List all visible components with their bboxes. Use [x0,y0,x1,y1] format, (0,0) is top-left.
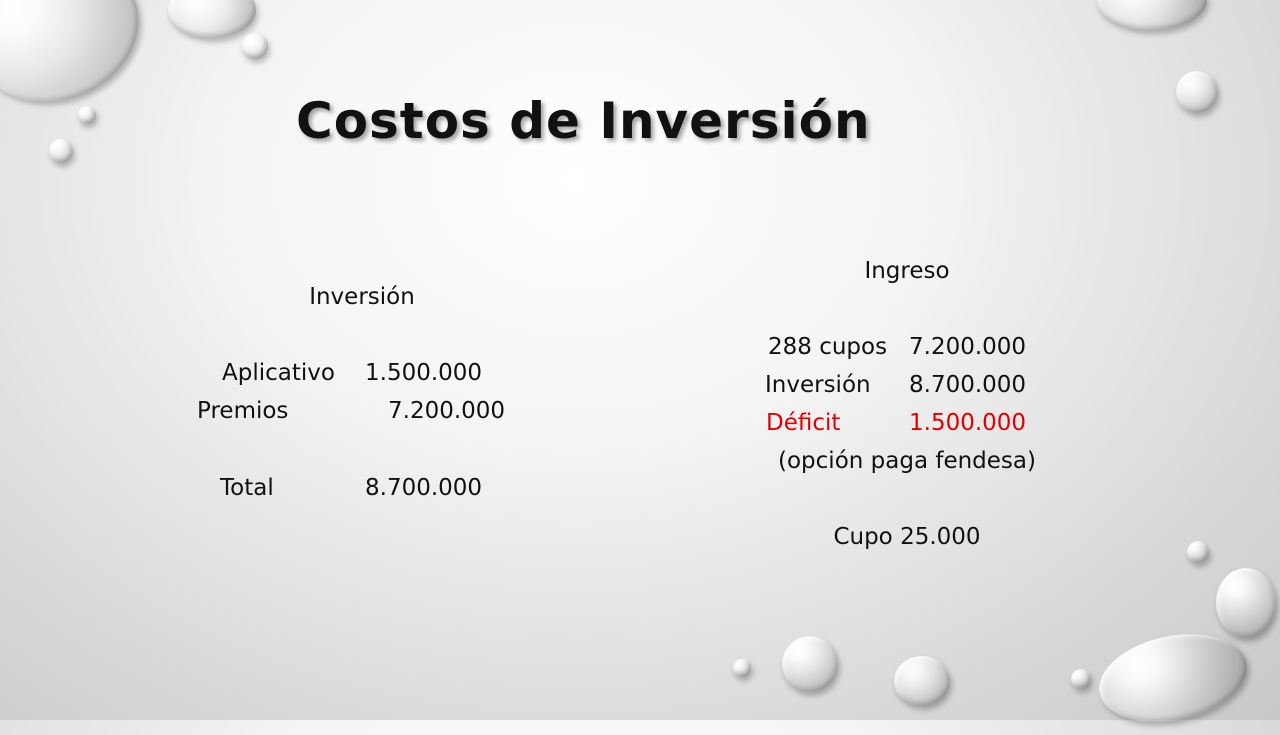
droplet-decoration [0,0,159,125]
droplet-decoration [1187,541,1209,563]
left-row-value: 1.500.000 [365,360,483,386]
left-row-value: 7.200.000 [388,398,506,424]
left-row-label: Aplicativo [222,360,335,386]
droplet-decoration [1216,568,1276,638]
droplet-decoration [168,0,256,38]
right-row-label: 288 cupos [768,334,888,360]
deficit-label: Déficit [766,410,841,436]
deficit-value: 1.500.000 [909,410,1027,436]
right-row-label: Inversión [765,372,871,398]
droplet-decoration [1071,669,1091,689]
droplet-decoration [78,106,96,124]
left-row-label: Premios [197,398,289,424]
left-heading: Inversión [309,284,415,310]
right-row-value: 7.200.000 [909,334,1027,360]
droplet-decoration [782,636,838,692]
right-row-value: 8.700.000 [909,372,1027,398]
total-value: 8.700.000 [365,475,483,501]
total-label: Total [220,475,274,501]
right-heading: Ingreso [864,258,950,284]
droplet-decoration [1091,621,1255,734]
droplet-decoration [733,659,751,677]
droplet-decoration [894,656,950,706]
cupo-price: Cupo 25.000 [833,524,981,550]
droplet-decoration [1176,71,1218,113]
droplet-decoration [49,139,73,163]
page-title: Costos de Inversión [296,92,871,150]
droplet-decoration [242,33,268,59]
droplet-decoration [1097,0,1207,30]
payment-note: (opción paga fendesa) [778,448,1036,474]
